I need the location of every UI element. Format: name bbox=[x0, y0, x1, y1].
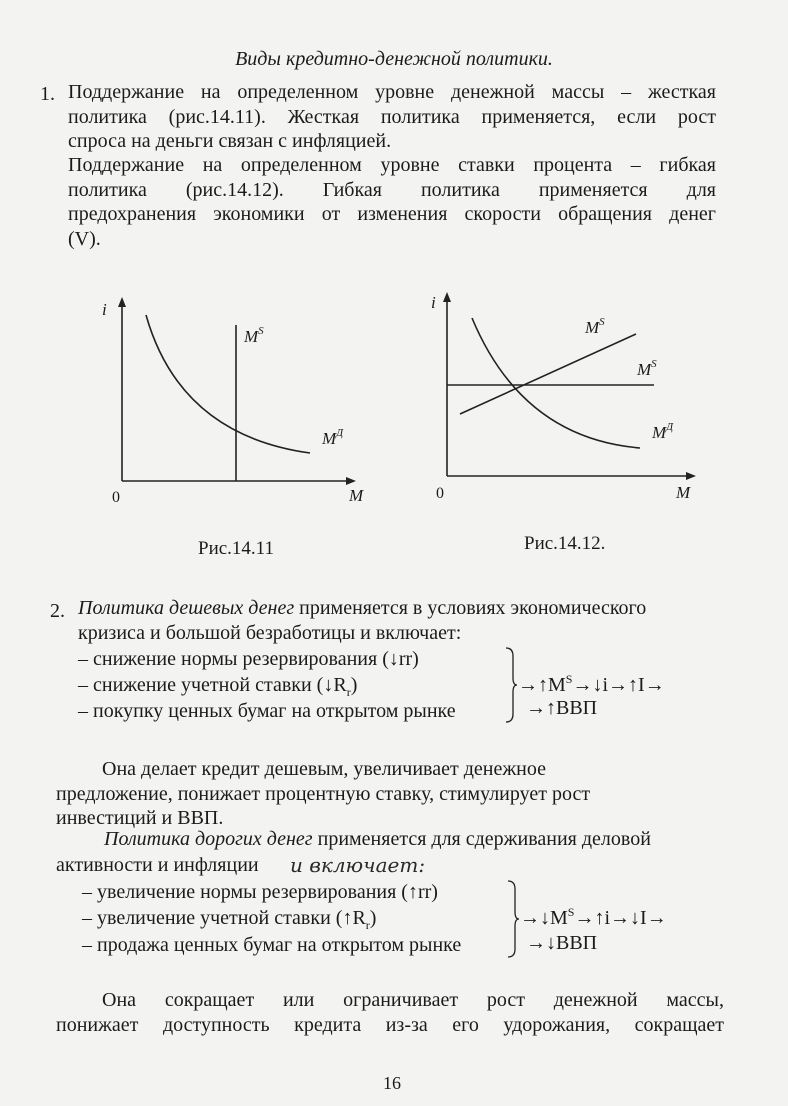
text-line: спроса на деньги связан с инфляцией. bbox=[68, 130, 392, 152]
fig2-x-axis-label: M bbox=[676, 483, 691, 502]
page-number: 16 bbox=[383, 1073, 401, 1093]
cheap-money-effect-chain: $\to↑M^S\to↓i\to↑I\to$ bbox=[518, 672, 665, 696]
dear-money-effect-chain: $\to↓M^S\to↑i\to↓I\to$ bbox=[520, 905, 667, 929]
x-axis-arrow bbox=[346, 477, 356, 485]
section-3-intro: Политика дорогих денег применяется для сдерживания деловой bbox=[104, 828, 651, 850]
text-line: предохранения экономики от изменения скорости обращения денег bbox=[68, 203, 716, 225]
list-item: – продажа ценных бумаг на открытом рынке bbox=[82, 934, 462, 956]
section-1-paragraph-2 bbox=[68, 153, 716, 251]
section-2-summary: Она делает кредит дешевым, увеличивает денежное предложение, понижает процентную ставку, стимулирует рост инвестиций и ВВП. bbox=[56, 758, 591, 829]
text-line: Поддержание на определенном уровне денежной массы – жесткая bbox=[68, 81, 716, 103]
text-line: Поддержание на определенном уровне ставки процента – гибкая bbox=[68, 154, 716, 176]
fig2-flat-supply-label: $M^S$ bbox=[637, 358, 657, 379]
section-2-intro-line-2: кризиса и большой безработицы и включает: bbox=[78, 622, 462, 644]
fig1-origin-label: 0 bbox=[112, 489, 120, 506]
fig2-y-axis-label: i bbox=[431, 293, 436, 312]
fig1-x-axis-label: M bbox=[349, 486, 364, 505]
fig2-caption: Рис.14.12. bbox=[524, 533, 606, 554]
fig1-supply-label: $M^S$ bbox=[244, 325, 264, 346]
text-line: понижает доступность кредита из-за его удорожания, сокращает bbox=[56, 1013, 724, 1036]
rising-money-supply-line bbox=[460, 334, 636, 414]
x-axis-arrow bbox=[686, 472, 696, 480]
list-item: – увеличение нормы резервирования (↑rr) bbox=[82, 881, 438, 903]
section-2-intro: Политика дешевых денег применяется в условиях экономического bbox=[78, 597, 647, 619]
y-axis-arrow bbox=[118, 297, 126, 307]
figure-14-11-graph bbox=[100, 295, 360, 495]
section-3-summary bbox=[56, 988, 724, 1037]
curly-brace bbox=[504, 646, 518, 724]
list-item: – снижение учетной ставки $(↓R_r)$ bbox=[78, 674, 358, 699]
list-item: – снижение нормы резервирования (↓rr) bbox=[78, 648, 419, 670]
cheap-money-gdp-effect: →↑ВВП bbox=[526, 697, 598, 719]
money-demand-curve bbox=[146, 315, 310, 453]
page-heading: Виды кредитно-денежной политики. bbox=[235, 48, 553, 70]
dear-money-gdp-effect: →↓ВВП bbox=[526, 932, 598, 954]
y-axis-arrow bbox=[443, 292, 451, 302]
section-1-number: 1. bbox=[40, 83, 55, 105]
curly-brace bbox=[506, 879, 520, 959]
text-line: политика (рис.14.11). Жесткая политика применяется, если рост bbox=[68, 105, 716, 128]
fig2-rising-supply-label: $M^S$ bbox=[585, 316, 605, 337]
section-1-paragraph-1 bbox=[68, 80, 716, 154]
text-line: Она сокращает или ограничивает рост денежной массы, bbox=[102, 989, 724, 1011]
fig1-y-axis-label: i bbox=[102, 300, 107, 319]
fig1-demand-label: $M^Д$ bbox=[322, 427, 344, 448]
fig2-demand-label: $M^Д$ bbox=[652, 421, 674, 442]
list-item: – покупку ценных бумаг на открытом рынке bbox=[78, 700, 456, 722]
section-3-intro-line-2: активности и инфляции bbox=[56, 854, 259, 876]
section-2-number: 2. bbox=[50, 600, 65, 622]
fig2-origin-label: 0 bbox=[436, 485, 444, 502]
list-item: – увеличение учетной ставки $(↑R_r)$ bbox=[82, 907, 377, 932]
figure-14-12-graph bbox=[432, 288, 702, 488]
text-line: (V). bbox=[68, 227, 101, 250]
fig1-caption: Рис.14.11 bbox=[198, 538, 274, 559]
money-demand-curve bbox=[472, 318, 640, 448]
handwritten-note: и включает: bbox=[290, 853, 426, 877]
text-line: политика (рис.14.12). Гибкая политика применяется для bbox=[68, 178, 716, 201]
